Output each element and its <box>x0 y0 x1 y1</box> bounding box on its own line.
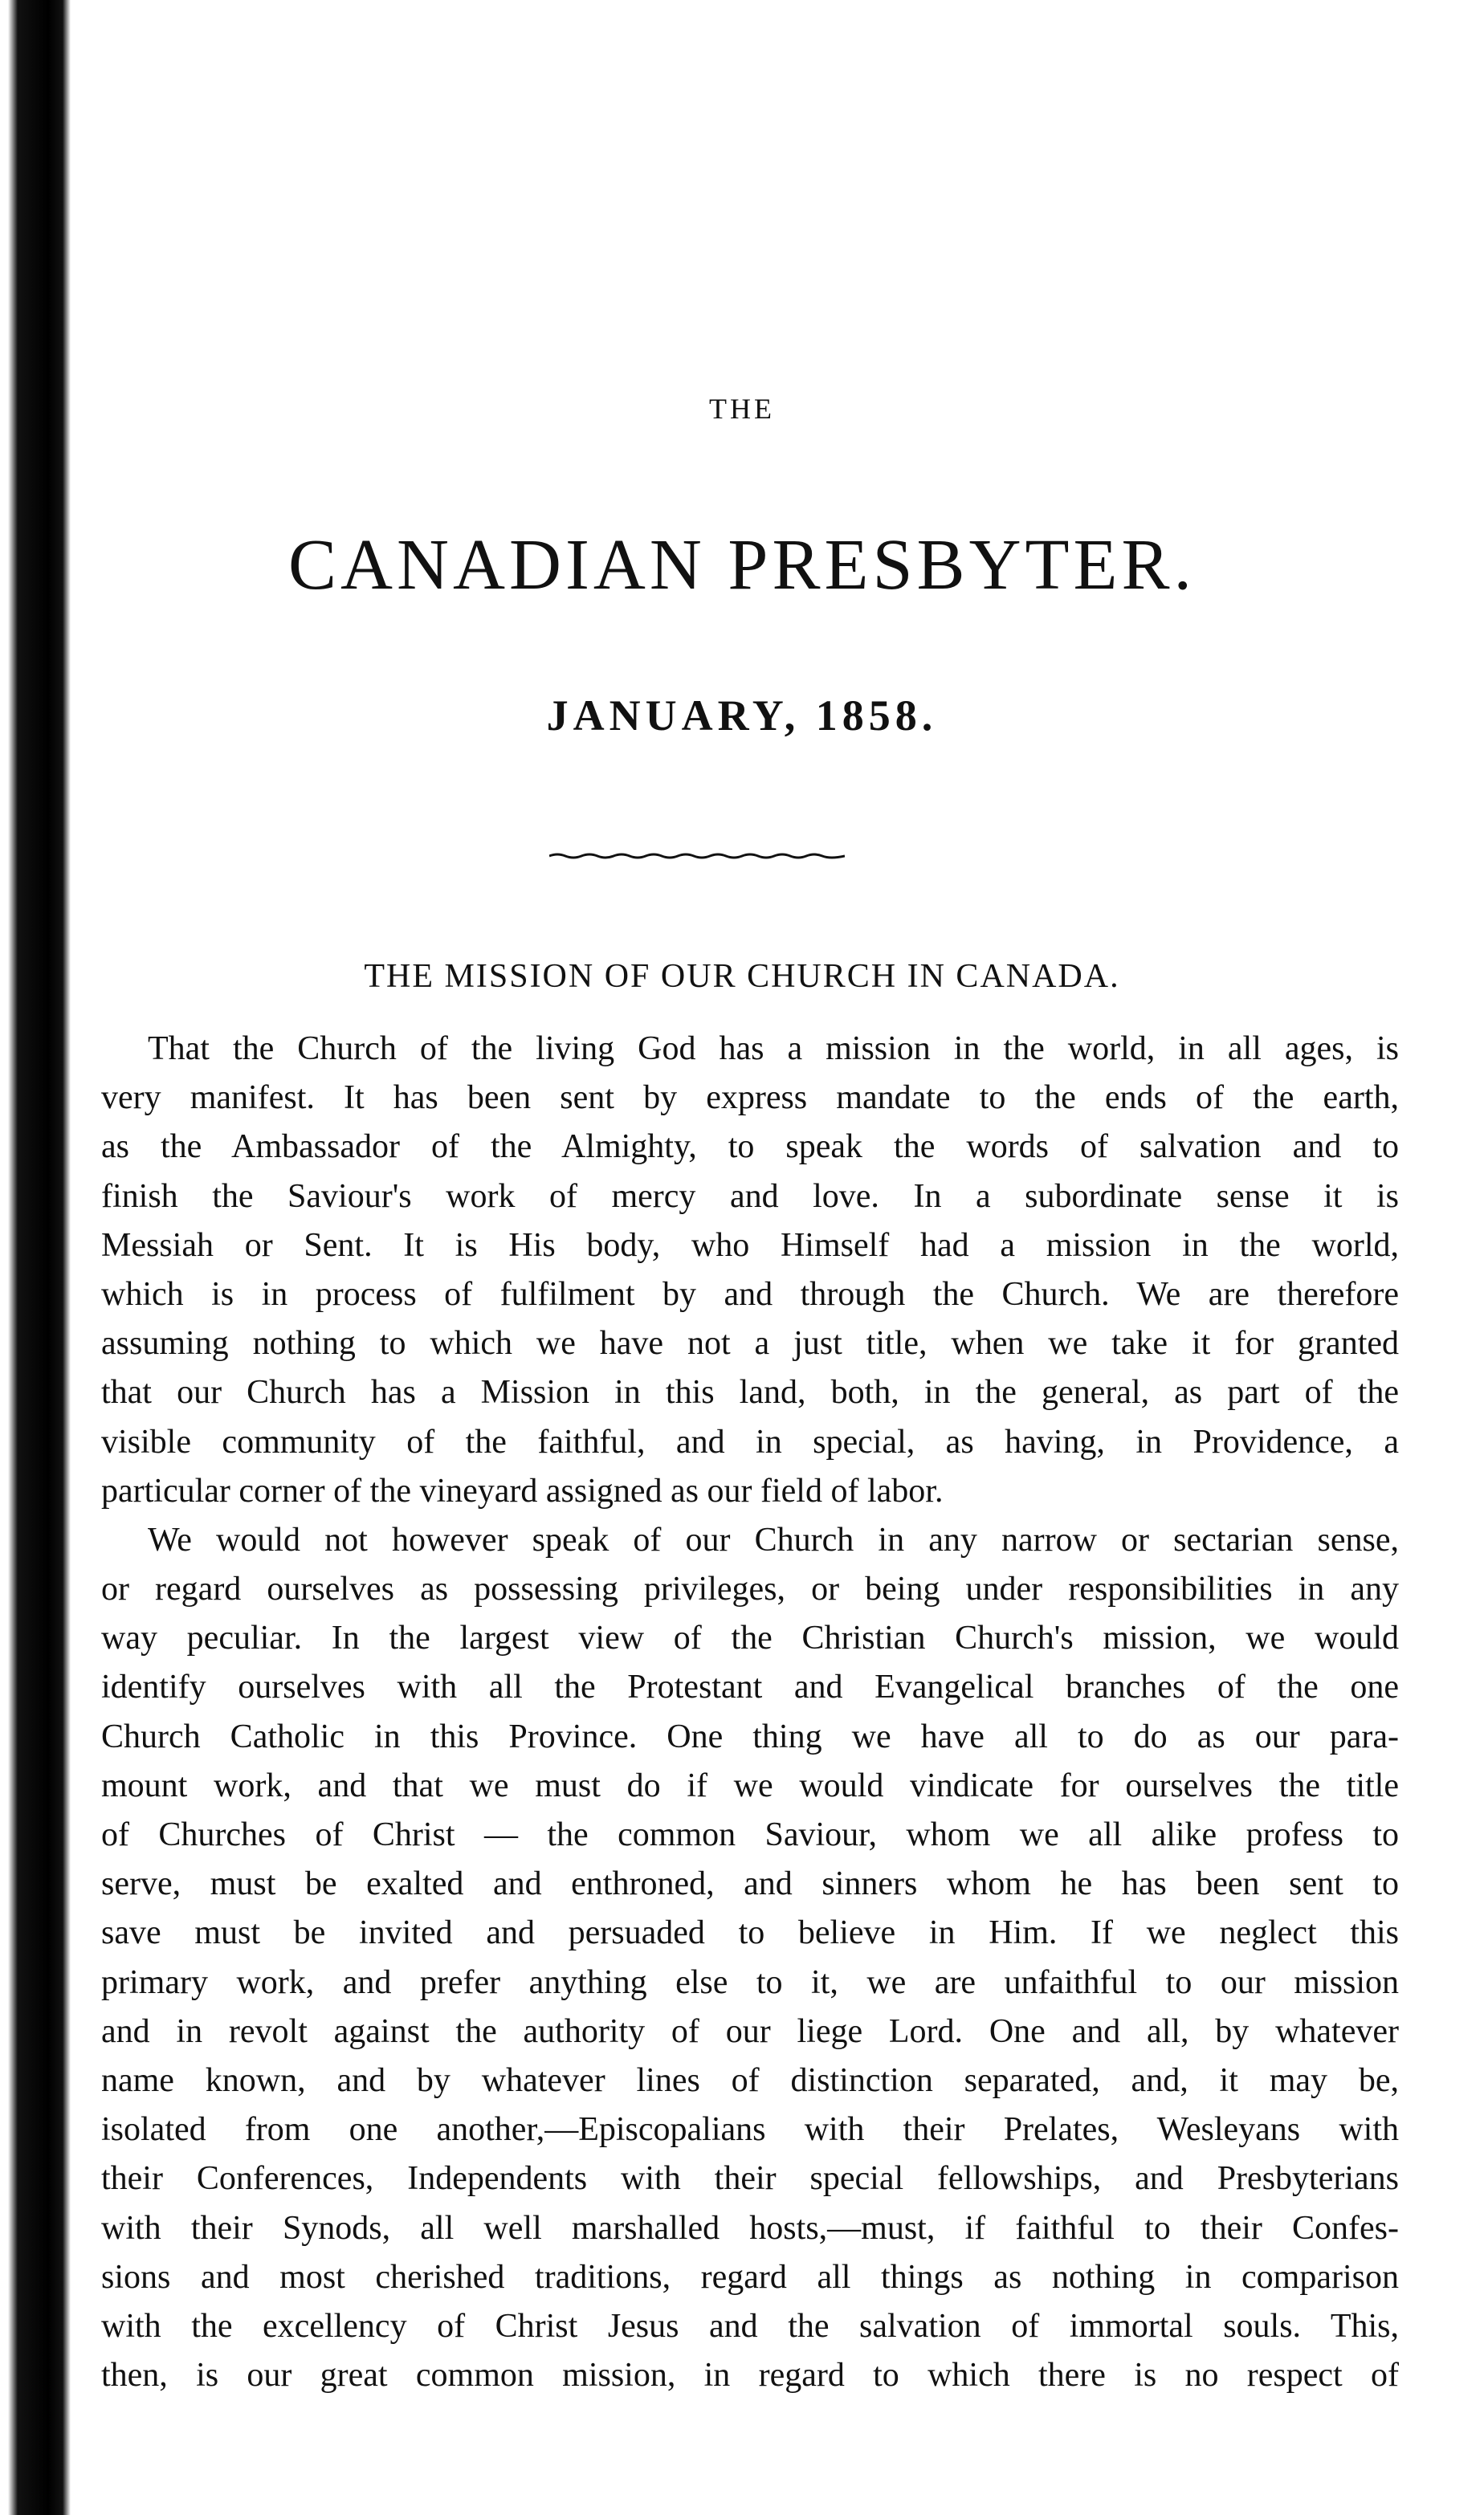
text-line: mount work, and that we must do if we would vindicate for ourselves the title <box>101 1767 1399 1804</box>
text-line: primary work, and prefer anything else to it, we are unfaithful to our mission <box>101 1963 1399 2001</box>
article-body <box>101 1025 1399 2400</box>
text-line: serve, must be exalted and enthroned, and sinners whom he has been sent to <box>101 1865 1399 1903</box>
masthead-title: CANADIAN PRESBYTER. <box>287 525 1197 605</box>
paragraph-2 <box>101 1516 1399 2400</box>
text-line: of Churches of Christ — the common Saviour, whom we all alike profess to <box>101 1816 1399 1853</box>
issue-date: JANUARY, 1858. <box>546 691 938 740</box>
paragraph-1 <box>101 1025 1399 1516</box>
text-line: sions and most cherished traditions, regard all things as nothing in comparison <box>101 2258 1399 2296</box>
ornamental-rule <box>549 853 845 859</box>
text-line: save must be invited and persuaded to believe in Him. If we neglect this <box>101 1914 1399 1952</box>
text-line: identify ourselves with all the Protestant and Evangelical branches of the one <box>101 1669 1399 1706</box>
text-line: way peculiar. In the largest view of the Christian Church's mission, we would <box>101 1620 1399 1657</box>
text-line: isolated from one another,—Episcopalians with their Prelates, Wesleyans with <box>101 2111 1399 2149</box>
article-title: THE MISSION OF OUR CHURCH IN CANADA. <box>364 958 1120 995</box>
text-line: visible community of the faithful, and in special, as having, in Providence, a <box>101 1423 1399 1461</box>
text-line: finish the Saviour's work of mercy and love. In a subordinate sense it is <box>101 1177 1399 1215</box>
text-line: with the excellency of Christ Jesus and the salvation of immortal souls. This, <box>101 2307 1399 2345</box>
text-line: That the Church of the living God has a mission in the world, in all ages, is <box>148 1030 1399 1067</box>
text-line: assuming nothing to which we have not a just title, when we take it for granted <box>101 1325 1399 1363</box>
text-line: very manifest. It has been sent by express mandate to the ends of the earth, <box>101 1079 1399 1117</box>
masthead-kicker: THE <box>709 393 775 425</box>
text-line: or regard ourselves as possessing privileges, or being under responsibilities in any <box>101 1571 1399 1608</box>
text-line: then, is our great common mission, in regard to which there is no respect of <box>101 2357 1399 2395</box>
text-line: Church Catholic in this Province. One thing we have all to do as our para- <box>101 1718 1399 1755</box>
text-line: We would not however speak of our Church in any narrow or sectarian sense, <box>148 1521 1399 1559</box>
text-line: particular corner of the vineyard assigned as our field of labor. <box>101 1472 944 1510</box>
text-line: and in revolt against the authority of our liege Lord. One and all, by whatever <box>101 2012 1399 2050</box>
text-line: which is in process of fulfilment by and through the Church. We are therefore <box>101 1275 1399 1313</box>
text-line: that our Church has a Mission in this land, both, in the general, as part of the <box>101 1374 1399 1412</box>
text-line: Messiah or Sent. It is His body, who Himself had a mission in the world, <box>101 1226 1399 1264</box>
text-line: with their Synods, all well marshalled hosts,—must, if faithful to their Confes- <box>101 2209 1399 2247</box>
text-line: name known, and by whatever lines of distinction separated, and, it may be, <box>101 2061 1399 2099</box>
text-line: their Conferences, Independents with their special fellowships, and Presbyterians <box>101 2160 1399 2198</box>
text-line: as the Ambassador of the Almighty, to speak the words of salvation and to <box>101 1128 1399 1166</box>
